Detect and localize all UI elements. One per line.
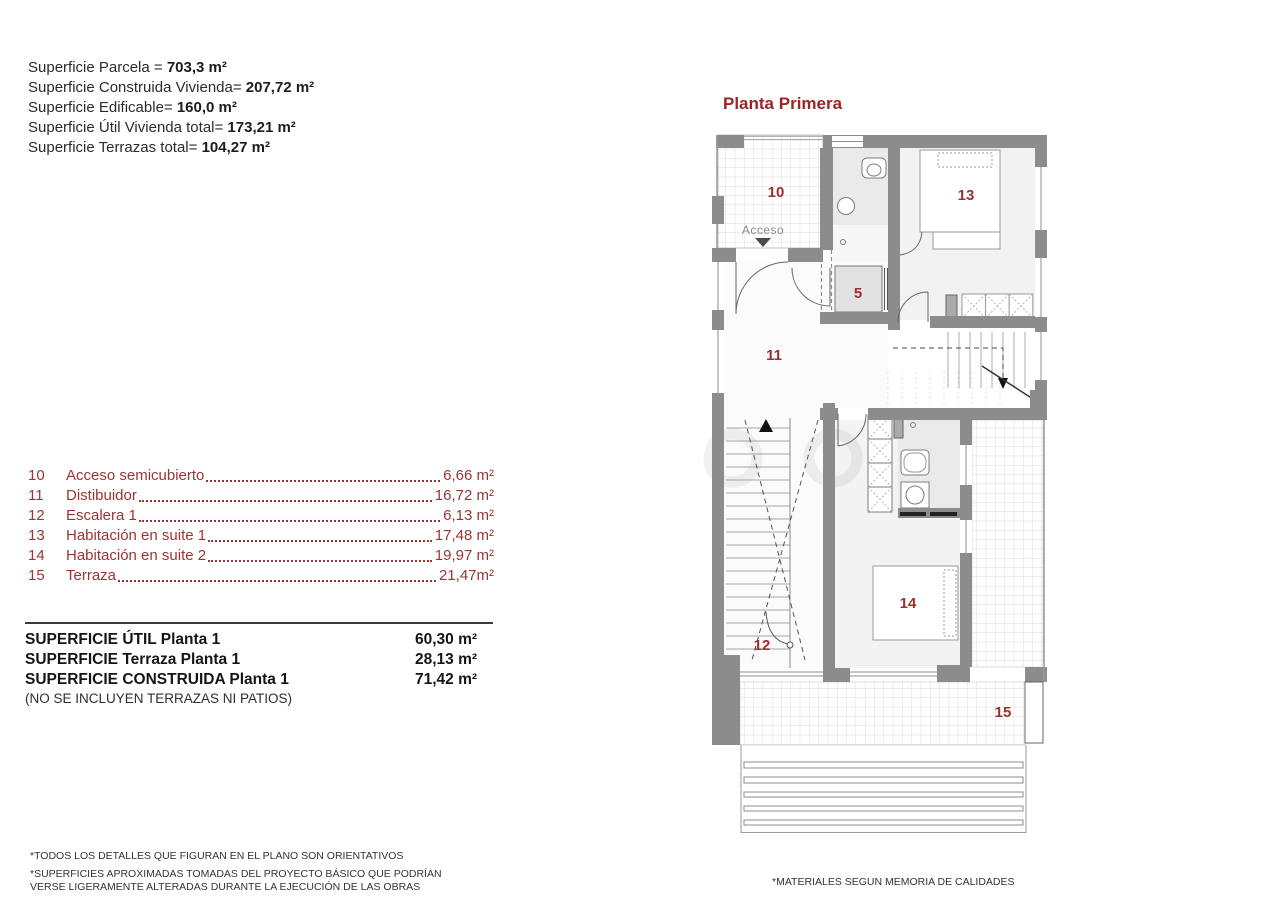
legend-name: Habitación en suite 2 — [66, 547, 207, 564]
plan-title: Planta Primera — [723, 94, 843, 113]
summary-value: 71,42 m² — [415, 671, 478, 688]
toilet-icon — [862, 158, 886, 178]
terrace-bottom-tiles — [740, 682, 1025, 745]
legend-row — [28, 526, 494, 546]
summary-note: (NO SE INCLUYEN TERRAZAS NI PATIOS) — [25, 691, 293, 706]
footnote: *TODOS LOS DETALLES QUE FIGURAN EN EL PLANO SON ORIENTATIVOS — [30, 850, 404, 862]
surface-line — [28, 138, 508, 158]
summary-value: 60,30 m² — [415, 631, 478, 648]
surface-line — [28, 118, 508, 138]
surface-label: Superficie Construida Vivienda= — [28, 79, 246, 96]
dotted-leader — [206, 480, 440, 482]
legend-num: 10 — [28, 467, 45, 484]
legend-row — [28, 566, 494, 586]
legend-area: 6,13 m² — [443, 507, 494, 524]
summary-row — [25, 630, 493, 650]
surface-line — [28, 58, 508, 78]
legend-area: 21,47m² — [438, 567, 494, 584]
room-label-15: 15 — [994, 704, 1012, 721]
room-label-13: 13 — [957, 187, 975, 204]
legend-row — [28, 546, 494, 566]
summary-row — [25, 670, 493, 690]
room-label-10: 10 — [767, 184, 785, 201]
acceso-label: Acceso — [741, 223, 785, 237]
footnote: *SUPERFICIES APROXIMADAS TOMADAS DEL PROYECTO BÁSICO QUE PODRÍAN VERSE LIGERAMENTE ALTERADAS DURANTE LA EJECUCIÓN DE LAS OBRAS — [30, 867, 442, 893]
room-label-5: 5 — [853, 285, 863, 302]
legend-num: 13 — [28, 527, 45, 544]
legend-name: Distibuidor — [66, 487, 137, 504]
legend-num: 11 — [28, 487, 44, 504]
sink-icon — [838, 198, 855, 215]
vestibule-floor — [833, 225, 888, 266]
surface-value: 104,27 m² — [201, 139, 270, 156]
room-label-14: 14 — [899, 595, 917, 612]
legend-num: 15 — [28, 567, 45, 584]
surface-label: Superficie Parcela = — [28, 59, 167, 76]
surface-label: Superficie Útil Vivienda total= — [28, 119, 228, 136]
surface-line — [28, 98, 508, 118]
dotted-leader — [139, 520, 440, 522]
legend-area: 19,97 m² — [434, 547, 494, 564]
dotted-leader — [118, 580, 436, 582]
legend-area: 17,48 m² — [434, 527, 494, 544]
room-legend — [28, 466, 494, 586]
divider — [25, 622, 493, 624]
footnote-right: *MATERIALES SEGUN MEMORIA DE CALIDADES — [772, 876, 1015, 888]
legend-num: 14 — [28, 547, 45, 564]
summary-value: 28,13 m² — [415, 651, 478, 668]
fixture13 — [946, 295, 957, 317]
floor-plan-drawing — [700, 85, 1080, 850]
dotted-leader — [139, 500, 432, 502]
summary-label: SUPERFICIE Terraza Planta 1 — [25, 651, 241, 668]
surface-value: 207,72 m² — [245, 79, 315, 96]
dotted-leader — [208, 540, 432, 542]
room-label-11: 11 — [766, 347, 782, 364]
room-label-12: 12 — [753, 637, 771, 654]
bed13-pillows — [938, 153, 992, 167]
summary-label: SUPERFICIE ÚTIL Planta 1 — [25, 631, 221, 648]
stairs-right — [888, 332, 1033, 406]
surface-value: 173,21 m² — [227, 119, 296, 136]
legend-name: Terraza — [66, 567, 117, 584]
surface-label: Superficie Edificable= — [28, 99, 177, 116]
legend-name: Habitación en suite 1 — [66, 527, 207, 544]
bed13-foot — [933, 232, 1000, 249]
dotted-leader — [208, 560, 432, 562]
pergola — [741, 745, 1026, 833]
legend-row — [28, 486, 494, 506]
surface-value: 703,3 m² — [166, 59, 227, 76]
surface-value: 160,0 m² — [176, 99, 237, 116]
legend-area: 6,66 m² — [443, 467, 494, 484]
legend-area: 16,72 m² — [434, 487, 494, 504]
surface-summary-header — [28, 58, 508, 158]
legend-name: Escalera 1 — [66, 507, 137, 524]
summary-label: SUPERFICIE CONSTRUIDA Planta 1 — [25, 671, 289, 688]
surface-totals — [25, 622, 493, 706]
legend-row — [28, 466, 494, 486]
surface-label: Superficie Terrazas total= — [28, 139, 202, 156]
footnotes-left — [30, 850, 462, 899]
wardrobe13 — [962, 294, 1033, 318]
terrace-right-tiles — [972, 420, 1043, 667]
bed14-pillows — [944, 570, 956, 636]
legend-name: Acceso semicubierto — [66, 467, 205, 484]
wardrobe14 — [868, 415, 892, 512]
bathtub-icon — [901, 450, 929, 475]
surface-line — [28, 78, 508, 98]
legend-num: 12 — [28, 507, 45, 524]
legend-row — [28, 506, 494, 526]
summary-row — [25, 650, 493, 670]
